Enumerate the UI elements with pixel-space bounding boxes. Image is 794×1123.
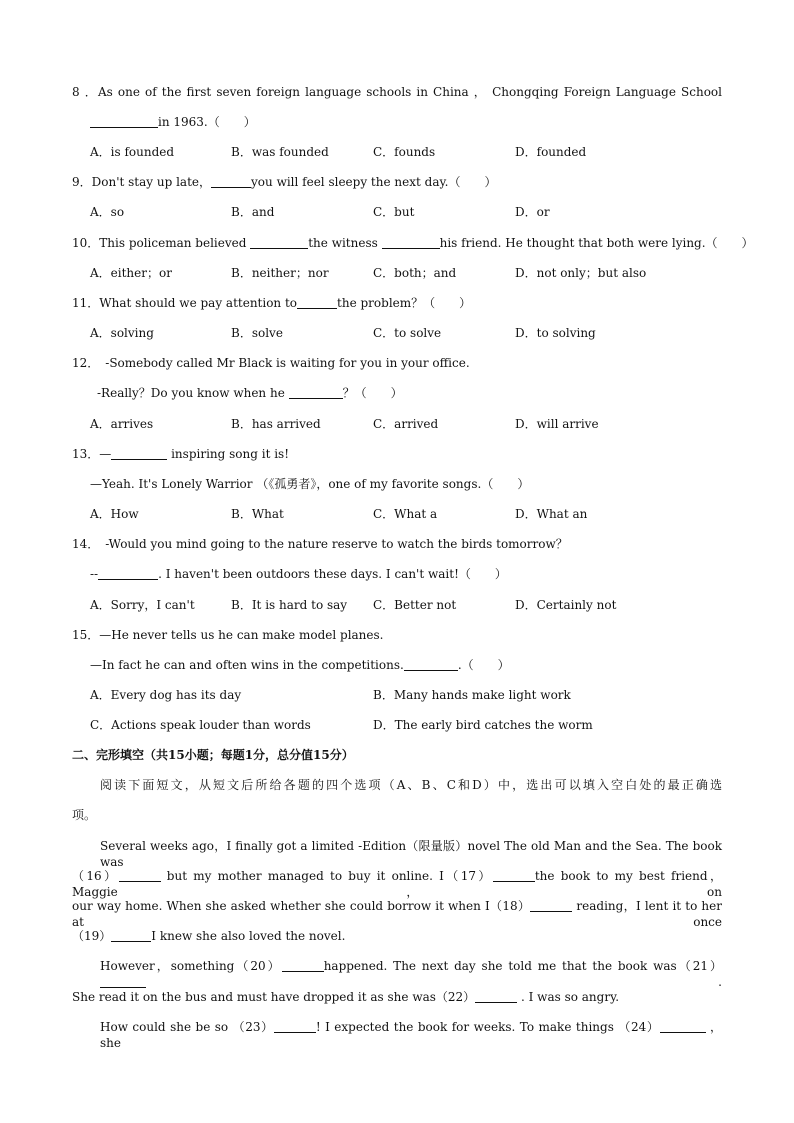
answer-blank[interactable] xyxy=(111,447,167,460)
question-11-stem: 11．What should we pay attention to the problem？（ ） xyxy=(72,296,472,310)
passage-line: How could she be so （23） ! I expected the book for weeks. To make things （24） ，she xyxy=(100,1020,722,1050)
question-8-option-d[interactable]: D．founded xyxy=(515,145,587,159)
passage-line: However，something（20） happened. The next day she told me that the book was（21） . xyxy=(100,959,722,989)
question-10-option-a[interactable]: A．either；or xyxy=(90,266,172,280)
answer-blank[interactable] xyxy=(404,658,458,671)
blank-23[interactable] xyxy=(274,1020,316,1033)
question-14-option-b[interactable]: B．It is hard to say xyxy=(231,598,348,612)
section-instruction-cont: 项。 xyxy=(72,808,97,822)
question-9-option-c[interactable]: C．but xyxy=(373,205,415,219)
question-8-stem: 8 ．As one of the first seven foreign language schools in China ， Chongqing Foreign Language School xyxy=(72,85,722,99)
question-12-option-b[interactable]: B．has arrived xyxy=(231,417,321,431)
section-instruction: 阅读下面短文，从短文后所给各题的四个选项（A、B、C和D）中，选出可以填入空白处的最正确选 xyxy=(100,778,722,792)
question-10-option-d[interactable]: D．not only；but also xyxy=(515,266,647,280)
passage-line: our way home. When she asked whether she could borrow it when I（18） reading，I lent it to her at once xyxy=(72,899,722,929)
question-10-option-b[interactable]: B．neither；nor xyxy=(231,266,329,280)
answer-blank[interactable] xyxy=(289,386,343,399)
question-14-option-c[interactable]: C．Better not xyxy=(373,598,457,612)
answer-blank[interactable] xyxy=(250,236,308,249)
question-13-option-c[interactable]: C．What a xyxy=(373,507,438,521)
answer-blank[interactable] xyxy=(297,296,337,309)
question-8-option-b[interactable]: B．was founded xyxy=(231,145,329,159)
section-heading: 二、完形填空（共15小题；每题1分，总分值15分） xyxy=(72,748,354,762)
question-13-stem-cont: —Yeah. It's Lonely Warrior （《孤勇者》，one of my favorite songs.（ ） xyxy=(90,477,530,491)
question-12-option-d[interactable]: D．will arrive xyxy=(515,417,599,431)
question-13-option-b[interactable]: B．What xyxy=(231,507,284,521)
blank-16[interactable] xyxy=(119,869,161,882)
question-12-stem: 12． -Somebody called Mr Black is waiting for you in your office. xyxy=(72,356,470,370)
question-10-option-c[interactable]: C．both；and xyxy=(373,266,457,280)
blank-22[interactable] xyxy=(475,990,517,1003)
question-11-option-d[interactable]: D．to solving xyxy=(515,326,596,340)
question-8-option-c[interactable]: C．founds xyxy=(373,145,436,159)
question-10-stem: 10．This policeman believed the witness his friend. He thought that both were lying.（ ） xyxy=(72,236,754,250)
question-13-option-d[interactable]: D．What an xyxy=(515,507,588,521)
question-15-option-b[interactable]: B．Many hands make light work xyxy=(373,688,571,702)
question-13-option-a[interactable]: A．How xyxy=(90,507,139,521)
blank-18[interactable] xyxy=(530,899,572,912)
question-9-option-b[interactable]: B．and xyxy=(231,205,275,219)
question-8-stem-cont: in 1963.（ ） xyxy=(90,114,256,130)
passage-line: She read it on the bus and must have dropped it as she was（22） . I was so angry. xyxy=(72,990,620,1004)
blank-24[interactable] xyxy=(660,1020,706,1033)
question-9-stem: 9．Don't stay up late， you will feel sleepy the next day.（ ） xyxy=(72,175,497,189)
blank-19[interactable] xyxy=(111,929,151,942)
question-11-option-a[interactable]: A．solving xyxy=(90,326,154,340)
passage-line: Several weeks ago，I finally got a limited -Edition（限量版）novel The old Man and the Sea. The book was xyxy=(100,839,722,869)
question-15-stem-cont: —In fact he can and often wins in the competitions. .（ ） xyxy=(90,658,510,672)
question-14-stem: 14． -Would you mind going to the nature reserve to watch the birds tomorrow？ xyxy=(72,537,568,551)
question-8-option-a[interactable]: A．is founded xyxy=(90,145,175,159)
blank-17[interactable] xyxy=(493,869,535,882)
passage-line: （19） I knew she also loved the novel. xyxy=(72,929,346,943)
question-15-option-a[interactable]: A．Every dog has its day xyxy=(90,688,242,702)
answer-blank[interactable] xyxy=(98,567,158,580)
answer-blank[interactable] xyxy=(382,236,440,249)
blank-20[interactable] xyxy=(282,959,324,972)
question-15-stem: 15．—He never tells us he can make model planes. xyxy=(72,628,384,642)
question-12-stem-cont: -Really？Do you know when he ？（ ） xyxy=(97,386,403,400)
question-11-option-c[interactable]: C．to solve xyxy=(373,326,442,340)
blank-21[interactable] xyxy=(100,975,146,988)
question-15-option-c[interactable]: C．Actions speak louder than words xyxy=(90,718,311,732)
question-13-stem: 13．— inspiring song it is! xyxy=(72,447,290,461)
question-9-option-a[interactable]: A．so xyxy=(90,205,125,219)
answer-blank[interactable] xyxy=(211,175,251,188)
passage-line: （16） but my mother managed to buy it online. I（17） the book to my best friend，Maggie，on xyxy=(72,869,722,899)
question-14-stem-cont: -- . I haven't been outdoors these days. I can't wait!（ ） xyxy=(90,567,507,581)
question-12-option-c[interactable]: C．arrived xyxy=(373,417,439,431)
question-9-option-d[interactable]: D．or xyxy=(515,205,550,219)
question-15-option-d[interactable]: D．The early bird catches the worm xyxy=(373,718,593,732)
answer-blank[interactable] xyxy=(90,115,158,128)
question-12-option-a[interactable]: A．arrives xyxy=(90,417,154,431)
question-14-option-a[interactable]: A．Sorry，I can't xyxy=(90,598,195,612)
question-14-option-d[interactable]: D．Certainly not xyxy=(515,598,617,612)
question-11-option-b[interactable]: B．solve xyxy=(231,326,283,340)
